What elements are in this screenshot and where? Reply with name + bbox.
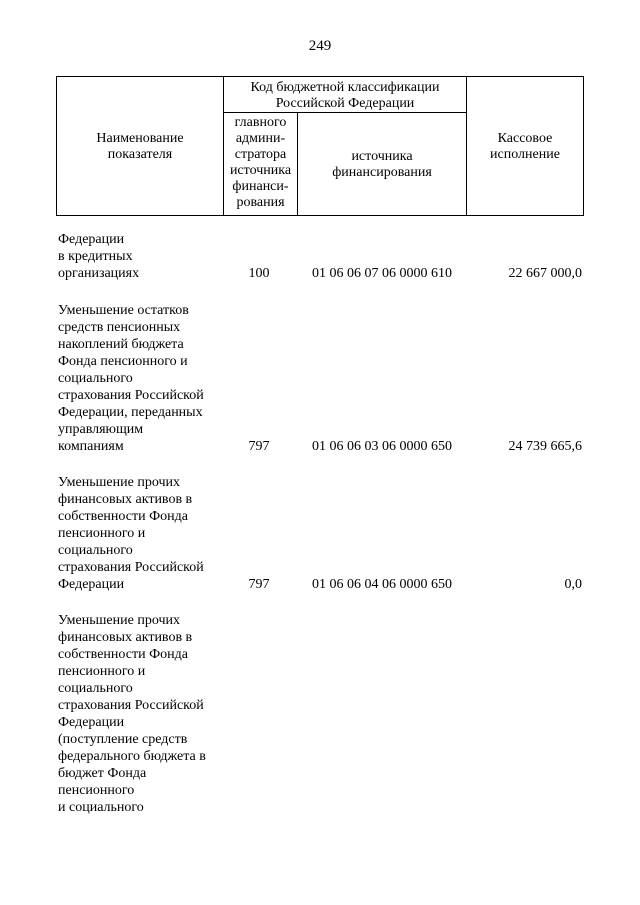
row-amount: 24 739 665,6	[508, 439, 582, 454]
row-name: Уменьшение прочих финансовых активов в собственности Фонда пенсионного и социального страхования Российской Федерации	[58, 475, 204, 592]
row-source-code: 01 06 06 03 06 0000 650	[312, 439, 452, 454]
table-top-border	[56, 76, 584, 77]
row-admin-code: 100	[248, 266, 270, 281]
row-admin-code: 797	[248, 439, 270, 454]
row-name: Уменьшение прочих финансовых активов в собственности Фонда пенсионного и социального страхования Российской Федерации (поступление средств федерального бюджета в бюджет Фонда пенсионного и социального	[58, 613, 206, 815]
header-code-group: Код бюджетной классификации Российской Федерации	[250, 80, 440, 111]
row-source-code: 01 06 06 04 06 0000 650	[312, 577, 452, 592]
page-number: 249	[308, 38, 332, 54]
row-admin-code: 797	[248, 577, 270, 592]
code-group-divider	[223, 112, 466, 113]
header-name: Наименование показателя	[96, 131, 184, 162]
table-right-border	[583, 76, 584, 216]
table-header-bottom-border	[56, 215, 584, 216]
row-amount: 22 667 000,0	[508, 266, 582, 281]
row-source-code: 01 06 06 07 06 0000 610	[312, 266, 452, 281]
header-source: источника финансирования	[332, 149, 432, 180]
row-name: Федерации в кредитных организациях	[58, 232, 140, 281]
row-name: Уменьшение остатков средств пенсионных накоплений бюджета Фонда пенсионного и социального страхования Российской Федерации, переданных управляющим компаниям	[58, 303, 204, 454]
header-amount: Кассовое исполнение	[490, 131, 560, 162]
row-amount: 0,0	[564, 577, 582, 592]
header-admin: главного админи- стратора источника финанси- рования	[229, 115, 292, 210]
